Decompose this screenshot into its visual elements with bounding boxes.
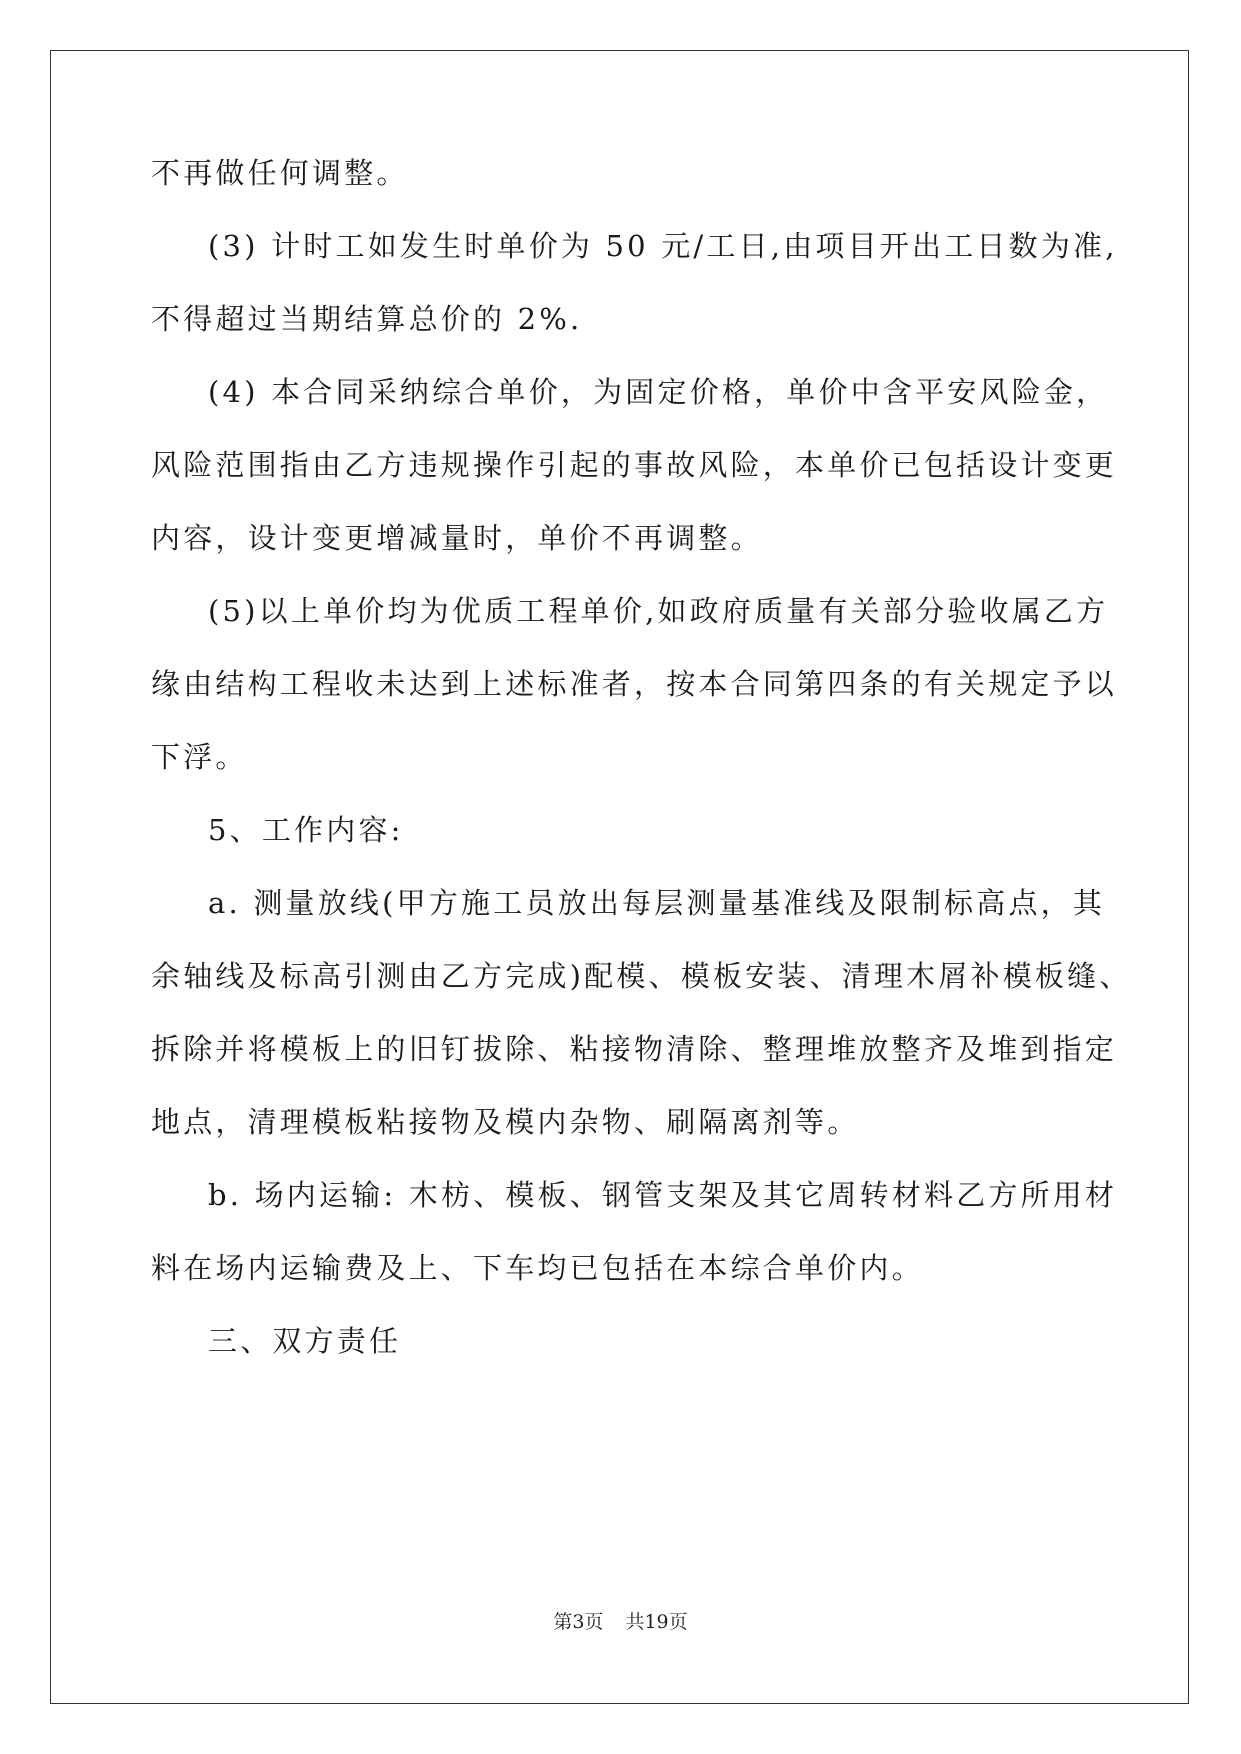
page-border [50,50,1189,1704]
page-number: 第3页 [553,1611,604,1633]
text-line: a. 测量放线(甲方施工员放出每层测量基准线及限制标高点，其 [208,886,1106,920]
text-line: 不再做任何调整。 [151,156,409,190]
text-line: 地点，清理模板粘接物及模内杂物、刷隔离剂等。 [151,1105,860,1139]
text-line: 余轴线及标高引测由乙方完成)配模、模板安装、清理木屑补模板缝、 [151,959,1132,993]
text-line: 料在场内运输费及上、下车均已包括在本综合单价内。 [151,1251,924,1285]
text-line: 缘由结构工程收未达到上述标准者，按本合同第四条的有关规定予以 [151,667,1118,701]
text-line: 拆除并将模板上的旧钉拔除、粘接物清除、整理堆放整齐及堆到指定 [151,1032,1118,1066]
text-line: 下浮。 [151,740,248,774]
text-line: 内容，设计变更增减量时，单价不再调整。 [151,521,763,555]
text-line: (5)以上单价均为优质工程单价,如政府质量有关部分验收属乙方 [208,594,1109,628]
text-line: 风险范围指由乙方违规操作引起的事故风险，本单价已包括设计变更 [151,448,1118,482]
page-footer [0,1610,1241,1634]
section-heading: 5、工作内容: [208,813,404,847]
text-line: b. 场内运输: 木枋、模板、钢管支架及其它周转材料乙方所用材 [208,1178,1118,1212]
text-line: (3) 计时工如发生时单价为 50 元/工日,由项目开出工日数为准, [208,229,1118,263]
page-total: 共19页 [625,1611,688,1633]
text-line: 不得超过当期结算总价的 2%. [151,302,583,336]
text-line: (4) 本合同采纳综合单价，为固定价格，单价中含平安风险金， [208,375,1109,409]
section-heading: 三、双方责任 [208,1324,402,1358]
